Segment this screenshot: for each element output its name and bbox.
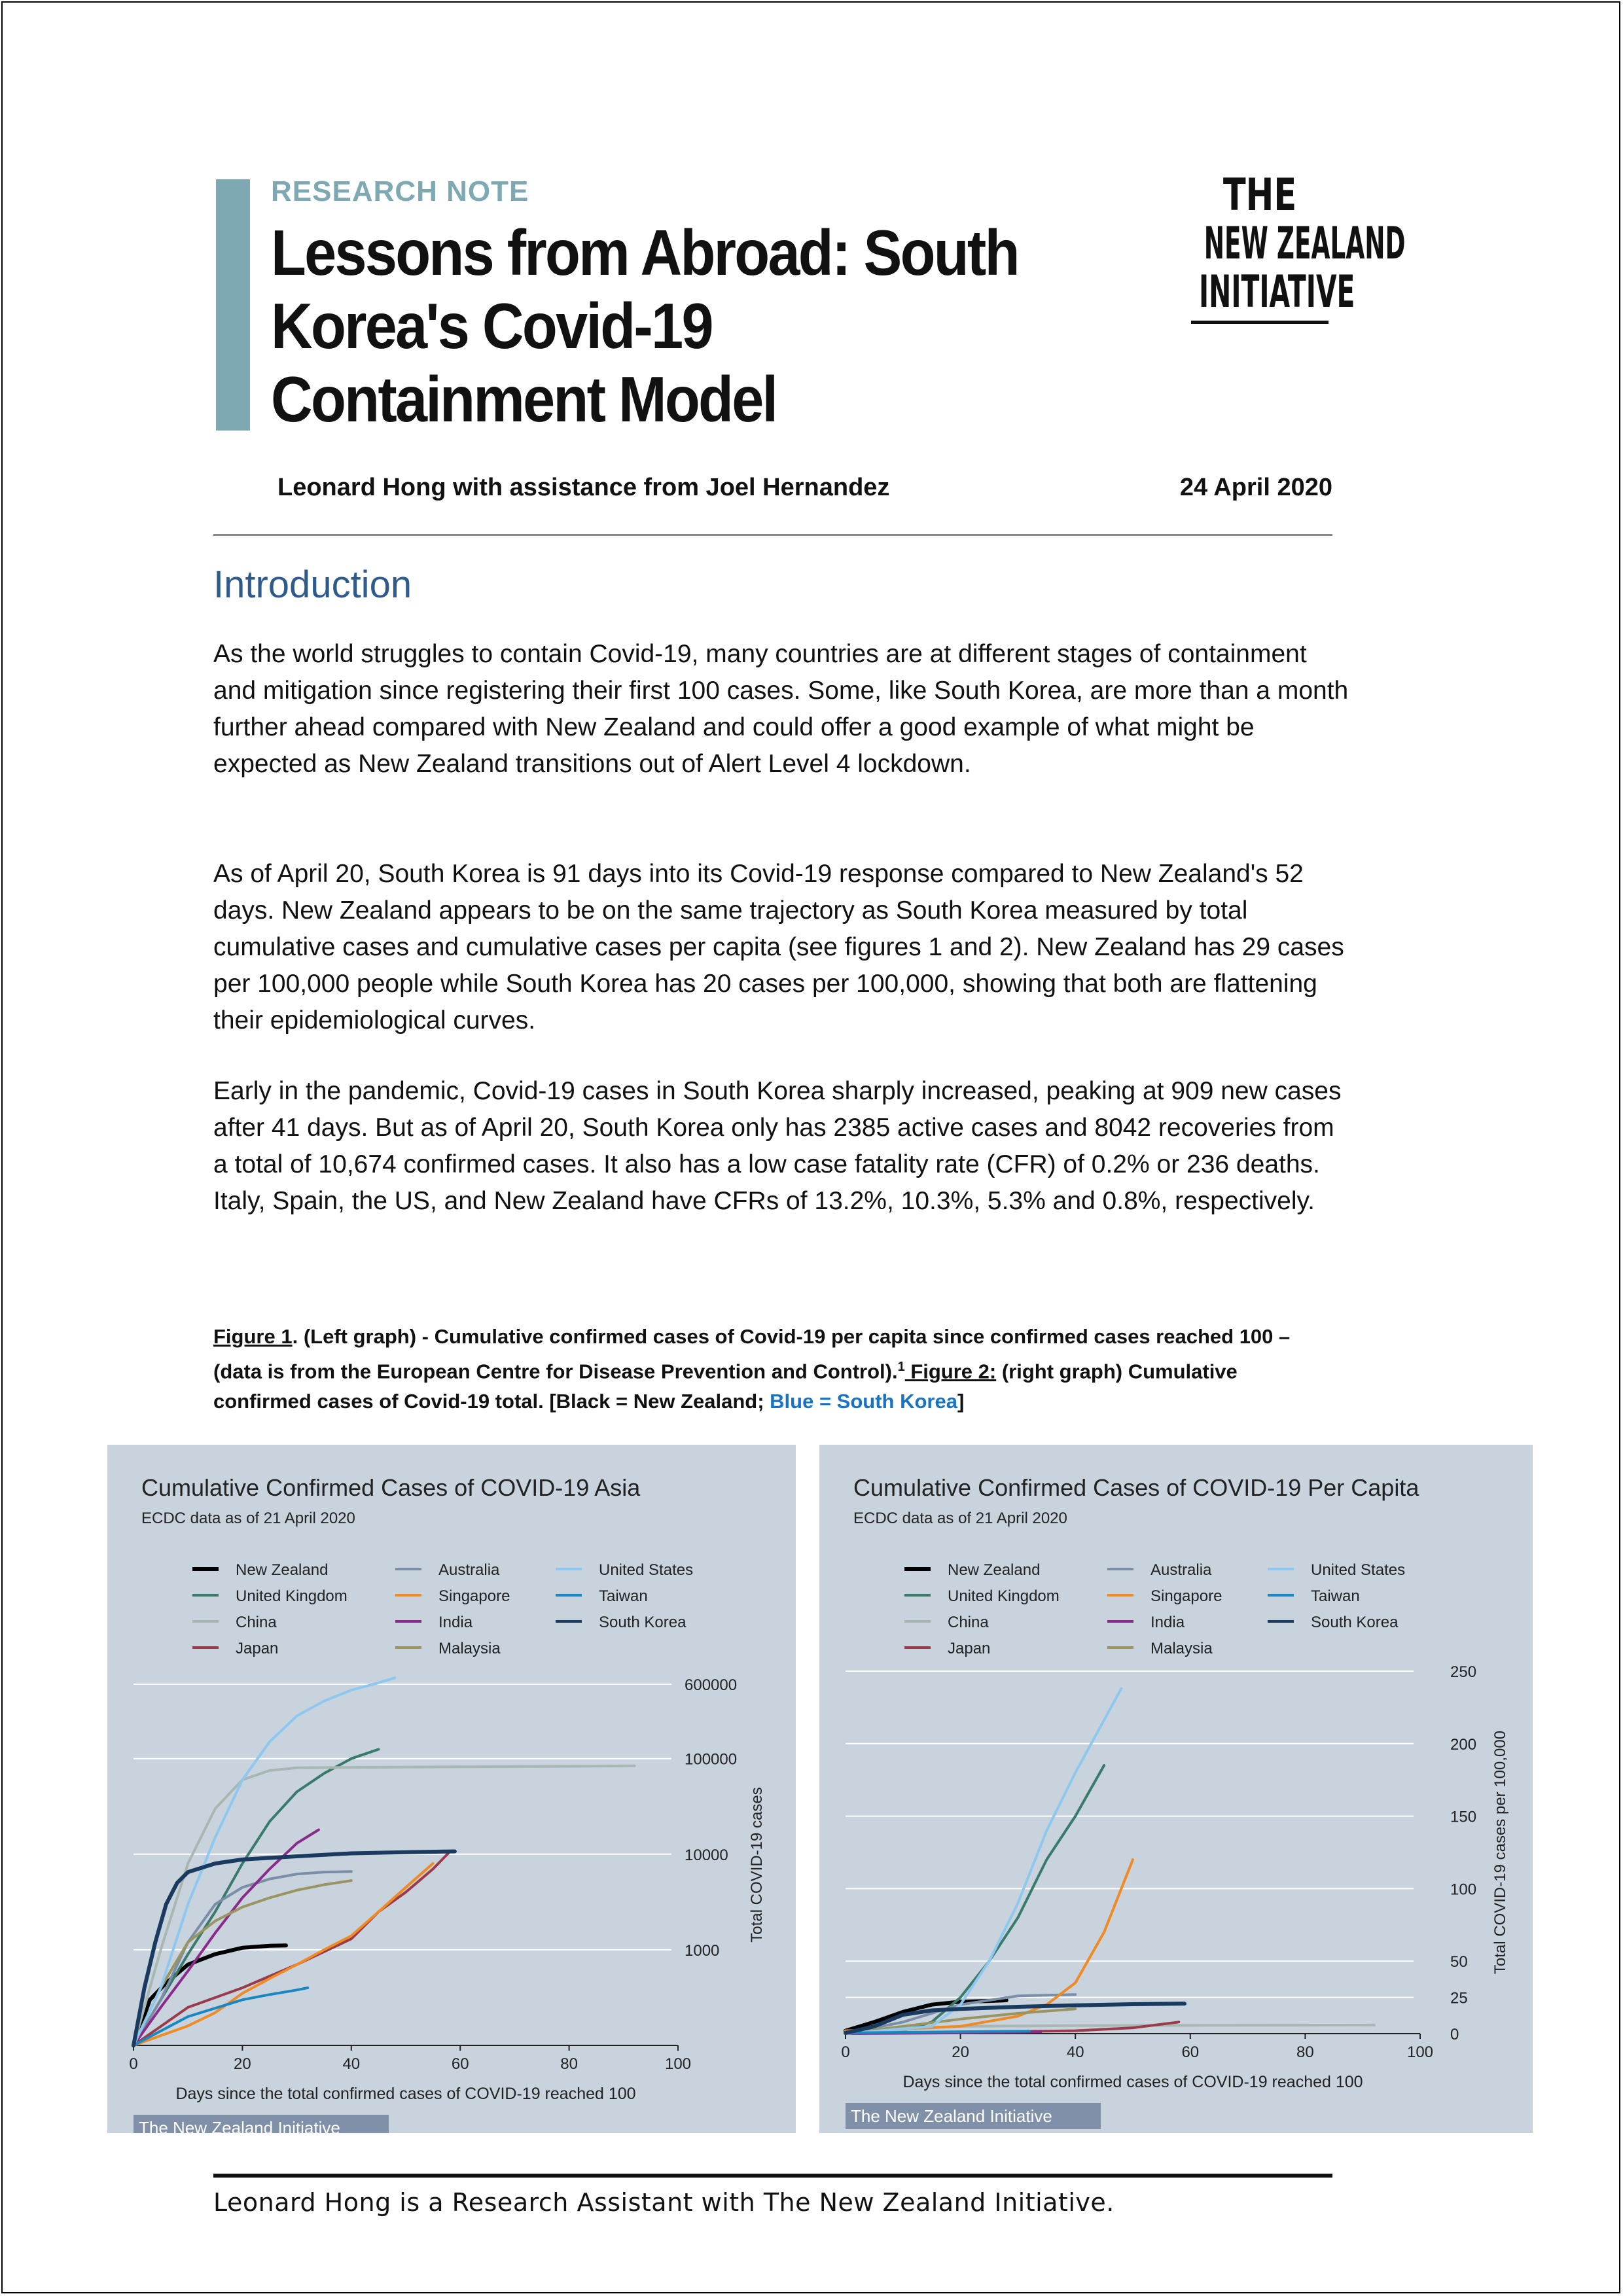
legend-label-india: India [1150,1614,1185,1631]
footnote-marker[interactable]: 1 [897,1360,905,1374]
chart-asia-total-svg [107,1445,796,2133]
section-heading: Introduction [213,563,412,606]
legend-label-india: India [438,1614,473,1631]
legend-label-united-states: United States [599,1561,694,1579]
chart-subtitle: ECDC data as of 21 April 2020 [141,1510,355,1527]
paragraph-1: As the world struggles to contain Covid-19, many countries are at different stages of containment and mitigation since registering their first 100 cases. Some, like South Korea, are more than a month further ahead compared with New Zealand and could offer a good example of what might be expected as New Zealand transitions out of Alert Level 4 lockdown. [213,640,1349,778]
chart-per-capita-svg [819,1445,1533,2133]
legend-label-malaysia: Malaysia [1150,1640,1213,1657]
legend-label-malaysia: Malaysia [438,1640,501,1657]
figure-2-label: Figure 2: [904,1360,997,1383]
y-tick-label-150: 150 [1450,1808,1477,1826]
y-tick-label-100000: 100000 [685,1750,738,1769]
y-axis-label: Total COVID-19 cases per 100,000 [1491,1730,1509,1975]
legend-label-singapore: Singapore [1150,1587,1222,1605]
y-tick-label-200: 200 [1450,1735,1477,1754]
footer-note: Leonard Hong is a Research Assistant with The New Zealand Initiative. [213,2188,1115,2217]
x-tick-label-40: 40 [342,2055,361,2073]
legend-label-new-zealand: New Zealand [236,1561,329,1579]
x-tick-label-80: 80 [560,2055,578,2073]
y-tick-label-250: 250 [1450,1663,1477,1681]
y-tick-label-0: 0 [1450,2026,1459,2043]
paragraph-2: As of April 20, South Korea is 91 days into its Covid-19 response compared to New Zealand's 52 days. New Zealand appears to be on the same trajectory as South Korea measured by total cumulative cases and cumulative cases per capita (see figures 1 and 2). New Zealand has 29 cases per 100,000 people while South Korea has 20 cases per 100,000, showing that both are flattening their epidemiological curves. [213,860,1344,1034]
legend-label-united-states: United States [1311,1561,1406,1579]
y-tick-label-1000: 1000 [685,1941,720,1960]
y-tick-label-100: 100 [1450,1881,1477,1899]
y-tick-label-50: 50 [1450,1953,1468,1971]
header-rule [213,534,1332,536]
accent-bar [216,179,250,431]
legend-label-new-zealand: New Zealand [948,1561,1041,1579]
y-tick-label-25: 25 [1450,1989,1468,2007]
caption-close: ] [957,1390,965,1413]
legend-label-singapore: Singapore [438,1587,510,1605]
figure-1-label: Figure 1 [213,1325,293,1348]
legend-label-japan: Japan [948,1640,991,1657]
caption-blue-note: Blue = South Korea [770,1390,957,1413]
legend-label-united-kingdom: United Kingdom [948,1587,1060,1605]
x-tick-label-60: 60 [451,2055,469,2073]
legend-label-taiwan: Taiwan [599,1587,648,1605]
x-axis-label: Days since the total confirmed cases of COVID-19 reached 100 [175,2085,636,2103]
paragraph-3: Early in the pandemic, Covid-19 cases in South Korea sharply increased, peaking at 909 new cases after 41 days. But as of April 20, South Korea only has 2385 active cases and 8042 recoveries from a total of 10,674 confirmed cases. It also has a low case fatality rate (CFR) of 0.2% or 236 deaths. Italy, Spain, the US, and New Zealand have CFRs of 13.2%, 10.3%, 5.3% and 0.8%, respectively. [213,1077,1342,1215]
author-line: Leonard Hong with assistance from Joel Hernandez [277,474,890,501]
logo-underline [1191,321,1329,324]
legend-label-taiwan: Taiwan [1311,1587,1360,1605]
x-tick-label-20: 20 [234,2055,251,2073]
x-tick-label-20: 20 [952,2043,969,2061]
footer-rule [213,2174,1332,2178]
source-tag-label: The New Zealand Initiative [139,2118,340,2133]
chart-title: Cumulative Confirmed Cases of COVID-19 Asia [141,1474,641,1501]
series-line-south-korea [134,1852,455,2046]
logo-line-3: INITIATIVE [1199,266,1355,318]
legend-label-japan: Japan [236,1640,279,1657]
x-tick-label-0: 0 [841,2043,850,2061]
kicker: RESEARCH NOTE [271,175,529,207]
series-line-taiwan [846,2031,1029,2033]
x-tick-label-100: 100 [1406,2043,1434,2061]
series-line-united-states [846,1689,1121,2034]
logo-line-2: NEW ZEALAND [1204,218,1406,270]
page-title: Lessons from Abroad: South Korea's Covid-19 Containment Model [271,217,1018,435]
y-axis-label: Total COVID-19 cases [748,1787,766,1943]
legend-label-south-korea: South Korea [1311,1614,1399,1631]
source-tag-label: The New Zealand Initiative [851,2106,1052,2126]
legend-label-united-kingdom: United Kingdom [236,1587,348,1605]
legend-label-china: China [948,1614,989,1631]
x-axis-label: Days since the total confirmed cases of COVID-19 reached 100 [902,2073,1363,2091]
chart-per-capita [819,1445,1533,2133]
series-line-united-kingdom [846,1765,1104,2034]
figure-caption [213,1322,1339,1417]
legend-label-australia: Australia [1150,1561,1212,1579]
legend-label-south-korea: South Korea [599,1614,687,1631]
legend-label-australia: Australia [438,1561,500,1579]
x-tick-label-80: 80 [1296,2043,1314,2061]
chart-title: Cumulative Confirmed Cases of COVID-19 Per Capita [853,1474,1419,1501]
y-tick-label-10000: 10000 [685,1846,728,1864]
nz-initiative-logo [1158,169,1406,324]
y-tick-label-600000: 600000 [685,1676,738,1694]
figure-2-text: (right graph) Cumulative confirmed cases of Covid-19 total. [Black = New Zealand; [213,1360,1238,1413]
figure-1-text: . (Left graph) - Cumulative confirmed cases of Covid-19 per capita since confirmed cases reached 100 – (data is from the European Centre for Disease Prevention and Control). [213,1325,1291,1383]
logo-line-1: THE [1222,169,1297,221]
x-tick-label-0: 0 [129,2055,138,2073]
publication-date: 24 April 2020 [1179,474,1332,501]
chart-subtitle: ECDC data as of 21 April 2020 [853,1510,1067,1527]
x-tick-label-60: 60 [1181,2043,1200,2061]
x-tick-label-40: 40 [1066,2043,1084,2061]
x-tick-label-100: 100 [664,2055,692,2073]
legend-label-china: China [236,1614,277,1631]
chart-asia-total [107,1445,796,2133]
